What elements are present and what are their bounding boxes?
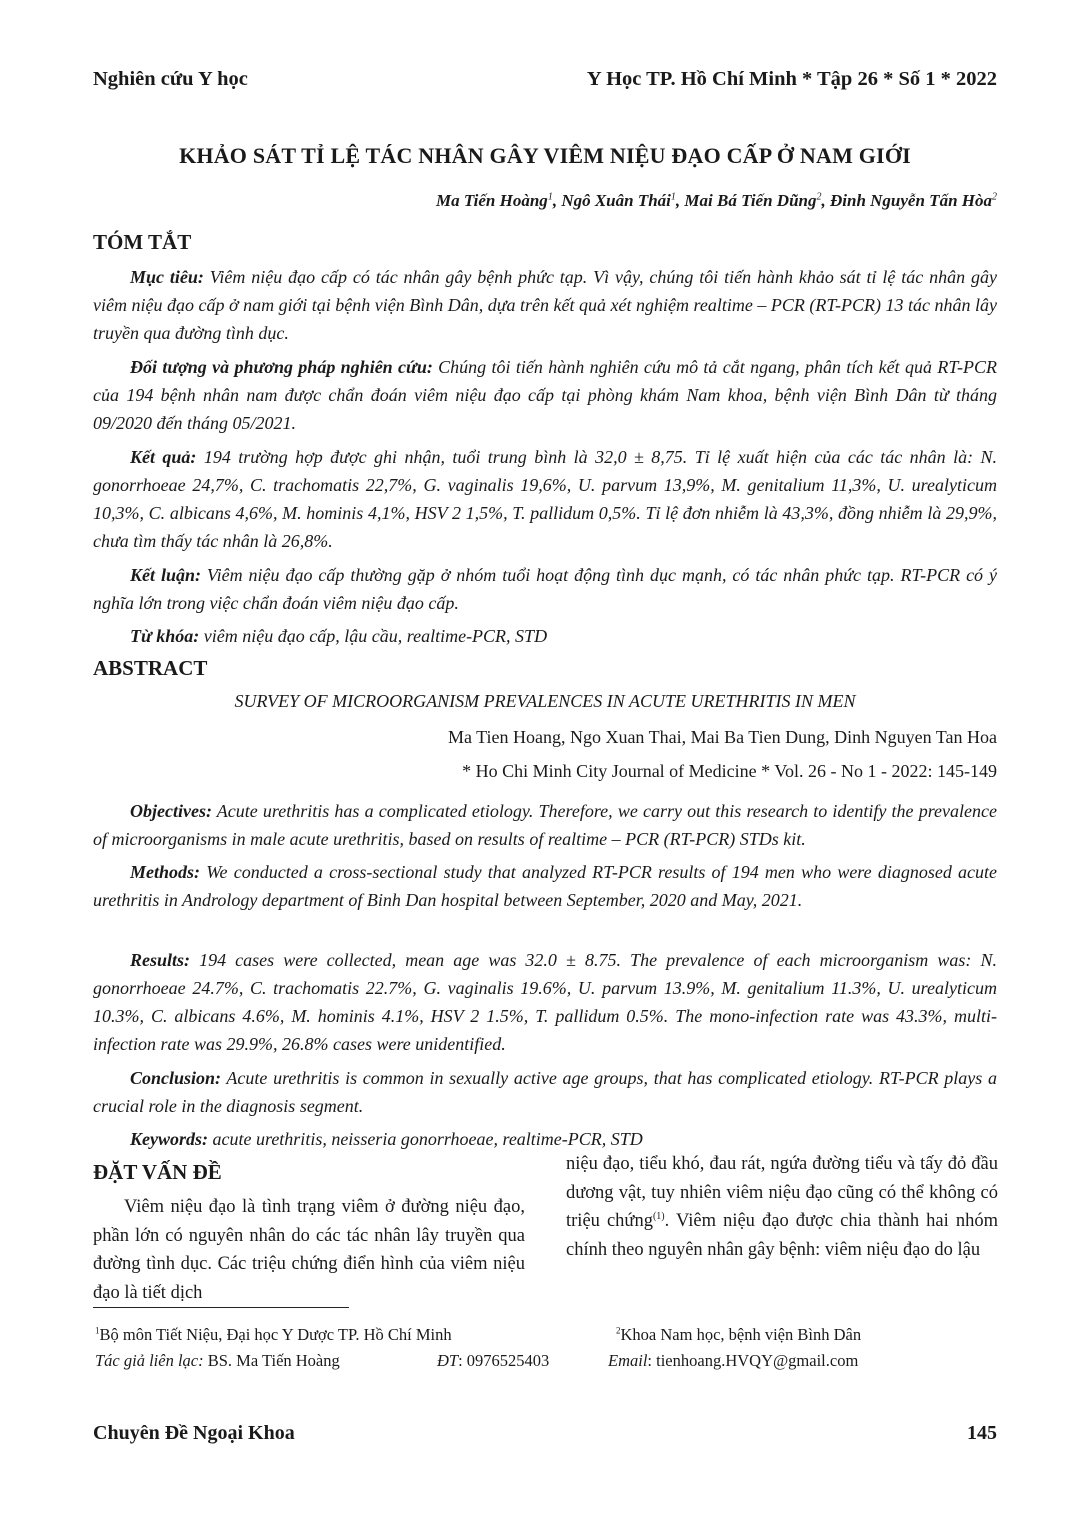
paragraph-text: Viêm niệu đạo cấp thường gặp ở nhóm tuổi hoạt động tình dục mạnh, có tác nhân phức tạp. RT-PCR có ý nghĩa lớn trong việc chẩn đoán viêm niệu đạo cấp. xyxy=(93,565,997,613)
citation-ref: (1) xyxy=(652,1210,665,1222)
paragraph-objectives xyxy=(93,797,997,853)
paragraph-label: Từ khóa: xyxy=(130,626,200,646)
phone-value: : 0976525403 xyxy=(458,1351,550,1370)
abstract-authors: Ma Tien Hoang, Ngo Xuan Thai, Mai Ba Tien Dung, Dinh Nguyen Tan Hoa xyxy=(447,727,997,747)
author-name: Mai Bá Tiến Dũng xyxy=(684,191,817,210)
affiliation-text: Khoa Nam học, bệnh viện Bình Dân xyxy=(620,1325,862,1344)
paragraph-doi-tuong xyxy=(93,353,997,437)
affiliation-text: Bộ môn Tiết Niệu, Đại học Y Dược TP. Hồ Chí Minh xyxy=(99,1325,452,1344)
paragraph-text: acute urethritis, neisseria gonorrhoeae, realtime-PCR, STD xyxy=(208,1129,643,1149)
author-separator: , xyxy=(552,191,562,210)
paragraph-label: Results: xyxy=(130,950,191,970)
paragraph-results xyxy=(93,946,997,1058)
paragraph-label: Mục tiêu: xyxy=(130,267,204,287)
corresponding-author xyxy=(95,1351,340,1371)
running-footer-left: Chuyên Đề Ngoại Khoa xyxy=(93,1422,295,1444)
affiliation-1 xyxy=(95,1325,452,1345)
section-heading-dat-van-de: ĐẶT VẤN ĐỀ xyxy=(93,1160,222,1184)
paragraph-label: Conclusion: xyxy=(130,1068,222,1088)
author-name: Đinh Nguyễn Tấn Hòa xyxy=(830,191,992,210)
paragraph-label: Objectives: xyxy=(130,801,212,821)
paragraph-label: Kết luận: xyxy=(130,565,201,585)
paragraph-methods xyxy=(93,858,997,914)
paragraph-text: viêm niệu đạo cấp, lậu cầu, realtime-PCR, STD xyxy=(199,626,548,646)
paragraph-text: 194 trường hợp được ghi nhận, tuổi trung bình là 32,0 ± 8,75. Tỉ lệ xuất hiện của các tác nhân là: N. gonorrhoeae 24,7%, C. trachomatis 22,7%, G. vaginalis 19,6%, U. parvum 13,9%, M. genitalium 11,3%, U. urealyticum 10,3%, C. albicans 4,6%, M. hominis 4,1%, HSV 2 1,5%, T. pallidum 0,5%. Tỉ lệ đơn nhiễm là 43,3%, đồng nhiễm là 29,9%, chưa tìm thấy tác nhân là 26,8%. xyxy=(93,447,997,551)
email-value: : tienhoang.HVQY@gmail.com xyxy=(647,1351,859,1370)
author-name: Ngô Xuân Thái xyxy=(561,191,671,210)
section-heading-tomtat: TÓM TẮT xyxy=(93,230,192,254)
paragraph-text: Chúng tôi tiến hành nghiên cứu mô tả cắt ngang, phân tích kết quả RT-PCR của 194 bệnh nhân nam được chẩn đoán viêm niệu đạo cấp tại phòng khám Nam khoa, bệnh viện Bình Dân từ tháng 09/2020 đến tháng 05/2021. xyxy=(93,357,997,433)
page-number: 145 xyxy=(967,1422,997,1444)
intro-text: . Viêm niệu đạo được chia thành hai nhóm chính theo nguyên nhân gây bệnh: viêm niệu đạo do lậu xyxy=(566,1211,998,1260)
affiliation-mark: 1 xyxy=(95,1325,100,1336)
paragraph-tu-khoa xyxy=(93,622,997,650)
affiliation-mark: 2 xyxy=(616,1325,621,1336)
paragraph-label: Keywords: xyxy=(130,1129,208,1149)
running-header-right: Y Học TP. Hồ Chí Minh * Tập 26 * Số 1 * 2022 xyxy=(586,68,997,90)
paragraph-text: Acute urethritis has a complicated etiology. Therefore, we carry out this research to identify the prevalence of microorganisms in male acute urethritis, based on results of realtime – PCR (RT-PCR) STDs kit. xyxy=(93,801,997,849)
author-separator: , xyxy=(821,191,830,210)
intro-left-column: Viêm niệu đạo là tình trạng viêm ở đường niệu đạo, phần lớn có nguyên nhân do các tác nhân lây truyền qua đường tình dục. Các triệu chứng điển hình của viêm niệu đạo là tiết dịch xyxy=(93,1197,525,1303)
abstract-title: SURVEY OF MICROORGANISM PREVALENCES IN ACUTE URETHRITIS IN MEN xyxy=(234,691,856,711)
paragraph-keywords xyxy=(93,1125,997,1153)
running-header-left: Nghiên cứu Y học xyxy=(93,68,248,90)
author-affiliation-mark: 1 xyxy=(547,191,553,203)
author-list xyxy=(436,191,997,211)
paragraph-text: We conducted a cross-sectional study that analyzed RT-PCR results of 194 men who were diagnosed acute urethritis in Andrology department of Binh Dan hospital between September, 2020 and May, 2021. xyxy=(93,862,997,910)
author-affiliation-mark: 2 xyxy=(816,191,822,203)
affiliation-2 xyxy=(616,1325,861,1345)
paragraph-conclusion xyxy=(93,1064,997,1120)
paragraph-muc-tieu xyxy=(93,263,997,347)
phone-label: ĐT xyxy=(437,1351,459,1370)
paragraph-label: Methods: xyxy=(130,862,201,882)
author-affiliation-mark: 1 xyxy=(670,191,676,203)
paragraph-label: Đối tượng và phương pháp nghiên cứu: xyxy=(130,357,433,377)
footnote-rule xyxy=(93,1307,349,1308)
email-label: Email xyxy=(608,1351,648,1370)
paragraph-text: Acute urethritis is common in sexually active age groups, that has complicated etiology. RT-PCR plays a crucial role in the diagnosis segment. xyxy=(93,1068,997,1116)
abstract-citation: * Ho Chi Minh City Journal of Medicine * Vol. 26 - No 1 - 2022: 145-149 xyxy=(462,761,997,781)
article-title: KHẢO SÁT TỈ LỆ TÁC NHÂN GÂY VIÊM NIỆU ĐẠO CẤP Ở NAM GIỚI xyxy=(179,143,911,168)
paragraph-ket-qua xyxy=(93,443,997,555)
email-address xyxy=(608,1351,858,1371)
author-affiliation-mark: 2 xyxy=(992,191,997,203)
intro-text: niệu đạo, tiểu khó, đau rát, ngứa đường tiểu và tấy đỏ đầu dương vật, tuy nhiên viêm niệu đạo cũng có thể không có triệu chứng xyxy=(566,1154,998,1231)
paragraph-label: Kết quả: xyxy=(130,447,197,467)
paragraph-ket-luan xyxy=(93,561,997,617)
author-separator: , xyxy=(675,191,685,210)
contact-value: BS. Ma Tiến Hoàng xyxy=(203,1351,340,1370)
paragraph-text: 194 cases were collected, mean age was 32.0 ± 8.75. The prevalence of each microorganism was: N. gonorrhoeae 24.7%, C. trachomatis 22.7%, G. vaginalis 19.6%, U. parvum 13.9%, M. genitalium 11.3%, U. urealyticum 10.3%, C. albicans 4.6%, M. hominis 4.1%, HSV 2 1.5%, T. pallidum 0.5%. The mono-infection rate was 43.3%, multi-infection rate was 29.9%, 26.8% cases were unidentified. xyxy=(93,950,997,1054)
intro-right-column xyxy=(566,1150,998,1264)
author-name: Ma Tiến Hoàng xyxy=(436,191,548,210)
section-heading-abstract: ABSTRACT xyxy=(93,656,208,680)
contact-label: Tác giả liên lạc: xyxy=(95,1351,204,1370)
phone-number xyxy=(437,1351,549,1371)
paragraph-text: Viêm niệu đạo cấp có tác nhân gây bệnh phức tạp. Vì vậy, chúng tôi tiến hành khảo sát tỉ lệ tác nhân gây viêm niệu đạo cấp ở nam giới tại bệnh viện Bình Dân, dựa trên kết quả xét nghiệm realtime – PCR (RT-PCR) 13 tác nhân lây truyền qua đường tình dục. xyxy=(93,267,997,343)
